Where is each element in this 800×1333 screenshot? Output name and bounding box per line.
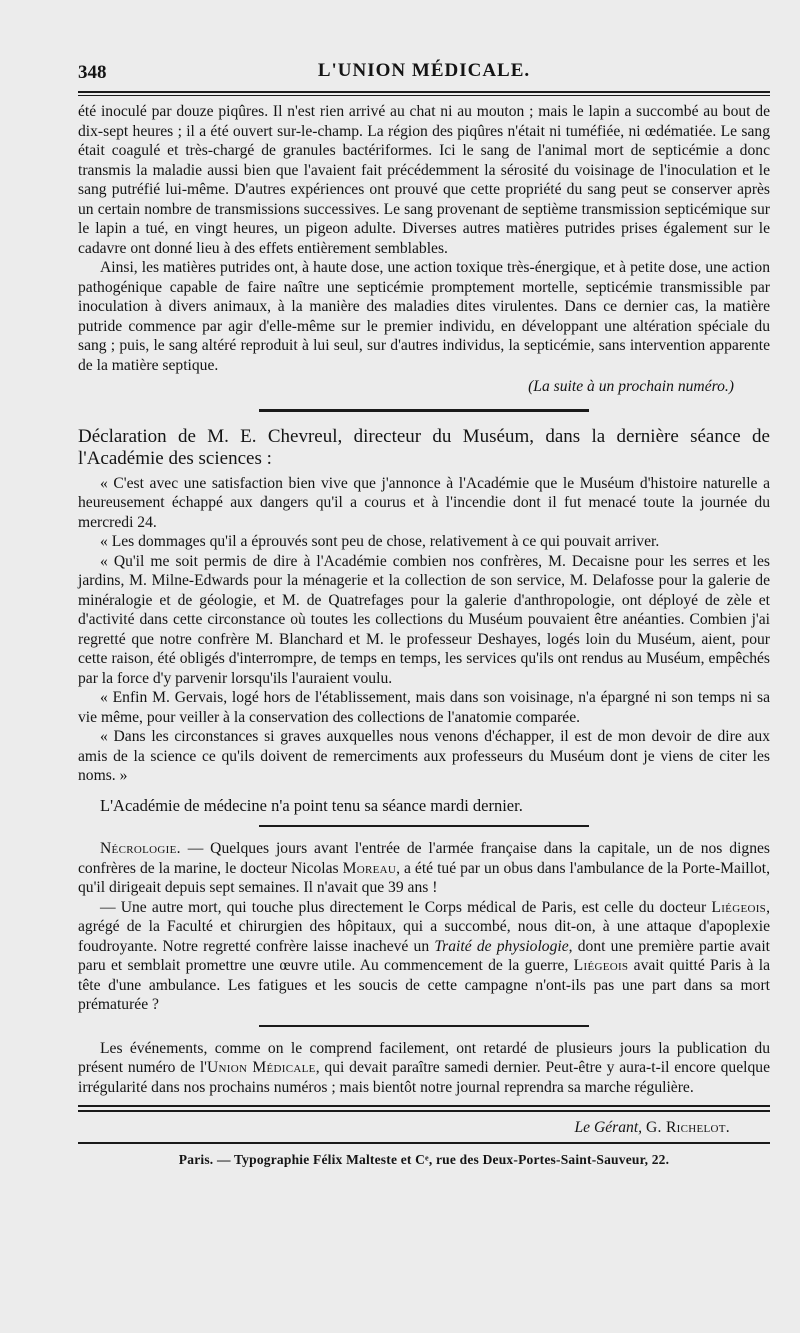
page-header [78, 48, 770, 84]
article-paragraph-2: Ainsi, les matières putrides ont, à haute dose, une action toxique très-énergique, et à petite dose, une action pathogénique capable de faire naître une septicémie promptement mortelle, septicémie transmissible par inoculation à divers animaux, à la manière des maladies dites virulentes. Dans ce dernier cas, la matière putride commence par agir d'elle-même sur le premier individu, en développant une altération spéciale du sang ; puis, le sang altéré reproduit à lui seul, sur d'autres individus, la septicémie, sans intervention apparente de la matière septique. [78, 259, 770, 374]
header-rule [78, 91, 770, 96]
name-liegeois-2: Liégeois [573, 957, 629, 974]
chevreul-heading: Déclaration de M. E. Chevreul, directeur du Muséum, dans la dernière séance de l'Académie des sciences : [78, 425, 770, 469]
continuation-note: (La suite à un prochain numéro.) [528, 378, 734, 395]
imprint-line: Paris. — Typographie Félix Malteste et Cᵉ, rue des Deux-Portes-Saint-Sauveur, 22. [178, 1151, 670, 1167]
section-divider-3 [259, 1025, 589, 1027]
chevreul-paragraph-3: « Qu'il me soit permis de dire à l'Académie combien nos confrères, M. Decaisne pour les serres et les jardins, M. Milne-Edwards pour la ménagerie et la collection de son service, M. Delafosse pour la galerie de minéralogie et de géologie, et M. de Quatrefages pour la galerie d'anthropologie, ont déployé de zèle et d'activité dans cette circonstance où toutes les collections du Muséum pouvaient être anéanties. Combien j'ai regretté que notre confrère M. Blanchard et M. le professeur Deshayes, logés loin du Muséum, aient, pour cette raison, été obligés d'interrompre, de temps en temps, les services qu'ils ont rendus au Muséum, empêchés par la force d'y parvenir lorsqu'ils l'auraient voulu. [78, 552, 770, 687]
necrologie-paragraph-1 [78, 839, 770, 898]
necrologie-text-1b: , a été tué par un obus dans l'ambulance de la Porte-Maillot, qu'il dirigeait depuis sept semaines. Il n'avait que 39 ans ! [78, 859, 770, 896]
book-title: Traité de physiologie [434, 937, 569, 955]
article-paragraph-1: été inoculé par douze piqûres. Il n'est rien arrivé au chat ni au mouton ; mais le lapin a succombé au bout de dix-sept heures ; il a été ouvert sur-le-champ. La région des piqûres n'était ni tuméfiée, ni œdématiée. Le sang était coagulé et très-chargé de granules bactériformes. Ici le sang de l'animal mort de septicémie a donc transmis la maladie aussi bien que l'avaient fait précédemment la sérosité du voisinage de l'inoculation et le sang putréfié lui-même. D'autres expériences ont prouvé que cette propriété du sang peut se conserver après un certain nombre de transmissions successives. Le sang provenant de septième transmission septicémique sur le lapin a tué, en vingt heures, un pigeon adulte. Diverses autres matières putrides prises également sur le cadavre ont donné lieu à des effets entièrement semblables. [78, 103, 770, 257]
journal-name: Union Médicale [207, 1059, 316, 1076]
closing-rule [78, 1105, 770, 1112]
necrologie-paragraph-2 [78, 898, 770, 1015]
chevreul-paragraph-4: « Enfin M. Gervais, logé hors de l'établissement, mais dans son voisinage, n'a épargné ni son temps ni sa vie même, pour veiller à la conservation des collections de l'anatomie comparée. [78, 689, 770, 726]
page-number: 348 [78, 62, 107, 83]
necrologie-text-2c: , dont une première partie avait paru et semblait promettre une œuvre utile. Au commencement de la guerre, [78, 937, 770, 974]
necrologie-text-2b: , agrégé de la Faculté et chirurgien des hôpitaux, qui a succombé, nous dit-on, à une attaque d'apoplexie foudroyante. Notre regretté confrère laisse inachevé un [78, 898, 770, 955]
running-title: L'UNION MÉDICALE. [317, 60, 531, 81]
name-liegeois: Liégeois [711, 898, 767, 916]
editorial-text-b: , qui devait paraître samedi dernier. Peut-être y aura-t-il encore quelque irrégularité dans nos prochains numéros ; mais bientôt notre journal reprendra sa marche régulière. [78, 1059, 770, 1096]
chevreul-paragraph-5: « Dans les circonstances si graves auxquelles nous venons d'échapper, il est de mon devoir de dire aux amis de la science ce qu'ils doivent de remerciments aux professeurs du Muséum dont je viens de citer les noms. » [78, 728, 770, 784]
necrologie-text-2d: avait quitté Paris à la tête d'une ambulance. Les fatigues et les soucis de cette campagne n'ont-ils pas une part dans sa mort prématurée ? [78, 957, 771, 1013]
editorial-text-a: Les événements, comme on le comprend facilement, ont retardé de plusieurs jours la publication du présent numéro de l' [78, 1039, 770, 1076]
chevreul-paragraph-1: « C'est avec une satisfaction bien vive que j'annonce à l'Académie que le Muséum d'histoire naturelle a heureusement échappé aux dangers qu'il a courus et à l'incendie dont il fut menacé toute la journée du mercredi 24. [78, 474, 770, 531]
necrologie-label: Nécrologie. [100, 840, 181, 857]
signature-name: G. Richelot. [645, 1119, 730, 1136]
editorial-notice [78, 1039, 770, 1098]
signature [78, 1118, 770, 1138]
section-divider-2 [259, 825, 589, 827]
necrologie-text-2a: — Une autre mort, qui touche plus directement le Corps médical de Paris, est celle du docteur [100, 898, 712, 916]
imprint-rule [78, 1142, 770, 1144]
signature-role: Le Gérant, [574, 1119, 643, 1136]
chevreul-paragraph-2: « Les dommages qu'il a éprouvés sont peu de chose, relativement à ce qui pouvait arriver. [100, 533, 660, 550]
name-moreau: Moreau [342, 859, 397, 877]
academie-notice: L'Académie de médecine n'a point tenu sa séance mardi dernier. [100, 795, 523, 815]
necrologie-text-1a: — Quelques jours avant l'entrée de l'armée française dans la capitale, un de nos dignes confrères de la marine, le docteur Nicolas [78, 840, 770, 877]
section-divider [259, 409, 589, 412]
